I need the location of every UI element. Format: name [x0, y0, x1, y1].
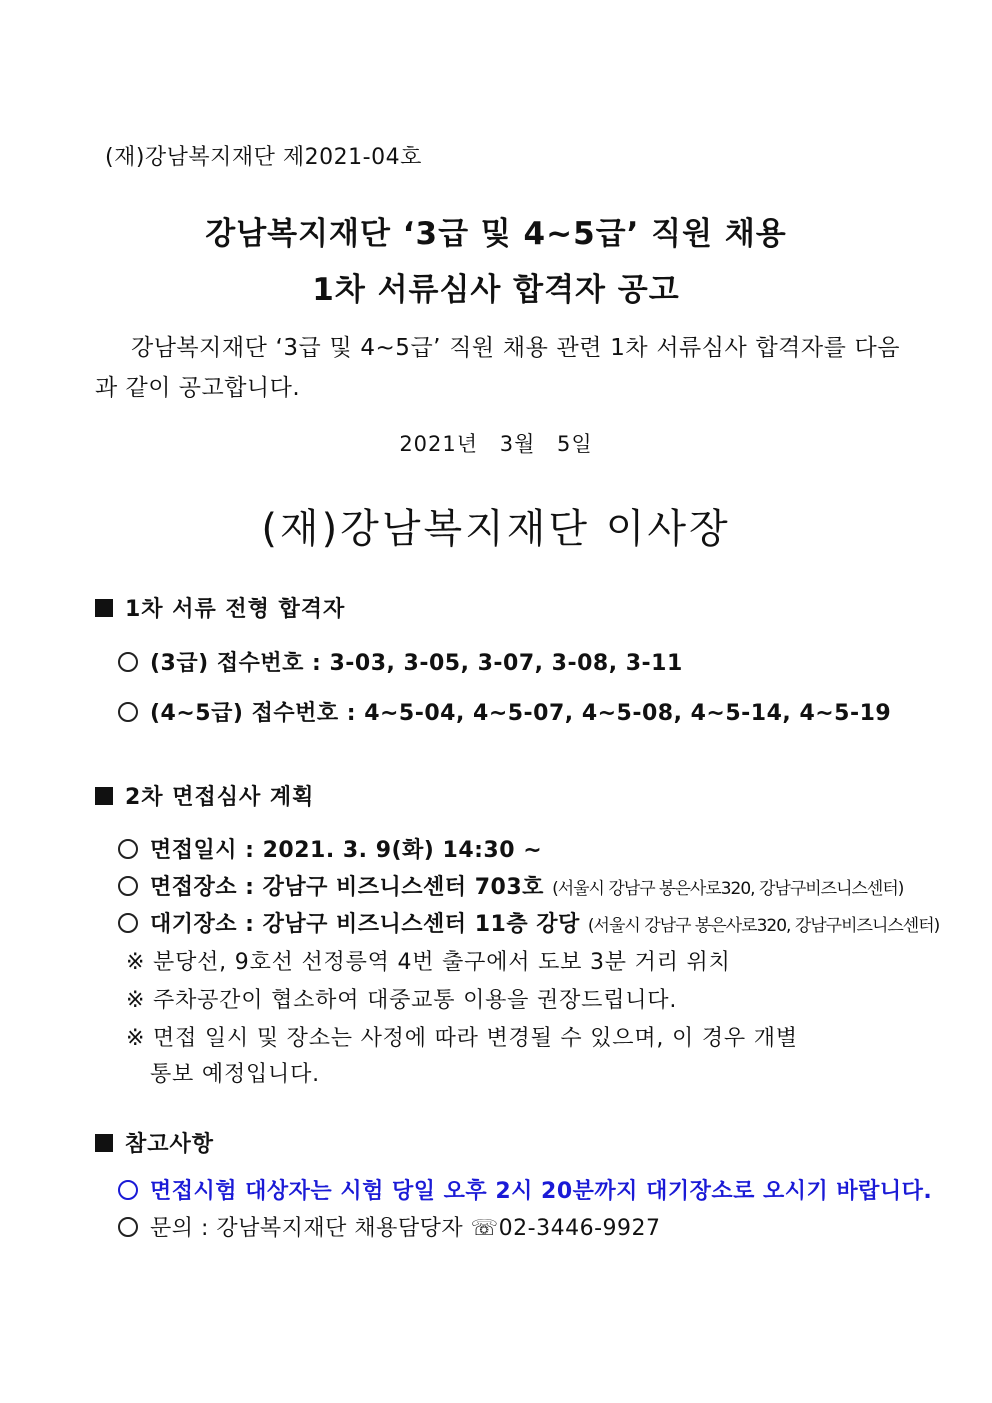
list-item — [118, 1211, 661, 1242]
section-heading-text: 1차 서류 전형 합격자 — [125, 597, 346, 622]
circle-bullet-icon — [118, 652, 138, 672]
list-item — [118, 696, 891, 727]
circle-bullet-icon — [118, 1217, 138, 1237]
intro-paragraph: 강남복지재단 ‘3급 및 4~5급’ 직원 채용 관련 1차 서류심사 합격자를 다음과 같이 공고합니다. — [95, 335, 900, 401]
document-number: (재)강남복지재단 제2021-04호 — [105, 145, 422, 170]
circle-bullet-icon — [118, 702, 138, 722]
list-item-text: (3급) 접수번호 : 3-03, 3-05, 3-07, 3-08, 3-11 — [150, 651, 683, 676]
square-bullet-icon — [95, 599, 113, 617]
list-item-text: 면접장소 : 강남구 비즈니스센터 703호 — [150, 875, 544, 900]
list-item — [118, 907, 939, 938]
issuer-name: (재)강남복지재단 이사장 — [261, 506, 731, 552]
address-text: (서울시 강남구 봉은사로320, 강남구비즈니스센터) — [587, 916, 940, 936]
square-bullet-icon — [95, 787, 113, 805]
section-heading-document-screening — [95, 592, 345, 623]
list-item-text: 면접시험 대상자는 시험 당일 오후 2시 20분까지 대기장소로 오시기 바랍니다. — [150, 1179, 933, 1204]
address-text: (서울시 강남구 봉은사로320, 강남구비즈니스센터) — [552, 879, 904, 899]
section-heading-references — [95, 1127, 214, 1158]
list-item-text: (4~5급) 접수번호 : 4~5-04, 4~5-07, 4~5-08, 4~5-14, 4~5-19 — [150, 701, 892, 726]
section-heading-text: 참고사항 — [125, 1132, 215, 1157]
title-line-1: 강남복지재단 ‘3급 및 4~5급’ 직원 채용 — [205, 216, 787, 252]
list-item-text: 면접일시 : 2021. 3. 9(화) 14:30 ~ — [150, 838, 543, 863]
note-text: ※ 주차공간이 협소하여 대중교통 이용을 권장드립니다. — [126, 988, 678, 1013]
section-heading-interview-plan — [95, 780, 314, 811]
list-item-text: 문의 : 강남복지재단 채용담당자 ☏02-3446-9927 — [150, 1216, 661, 1241]
circle-bullet-icon — [118, 913, 138, 933]
note-text: ※ 면접 일시 및 장소는 사정에 따라 변경될 수 있으며, 이 경우 개별 — [126, 1026, 798, 1051]
section-heading-text: 2차 면접심사 계획 — [125, 785, 315, 810]
list-item — [118, 646, 683, 677]
square-bullet-icon — [95, 1134, 113, 1152]
circle-bullet-icon — [118, 876, 138, 896]
list-item — [118, 870, 903, 901]
note-text: ※ 분당선, 9호선 선정릉역 4번 출구에서 도보 3분 거리 위치 — [126, 950, 731, 975]
circle-bullet-icon — [118, 839, 138, 859]
note-text: 통보 예정입니다. — [150, 1062, 320, 1087]
announcement-date: 2021년 3월 5일 — [399, 432, 593, 456]
list-item — [118, 833, 542, 864]
title-line-2: 1차 서류심사 합격자 공고 — [312, 272, 680, 308]
list-item — [118, 1174, 932, 1205]
list-item-text: 대기장소 : 강남구 비즈니스센터 11층 강당 — [150, 912, 580, 937]
circle-bullet-icon — [118, 1180, 138, 1200]
